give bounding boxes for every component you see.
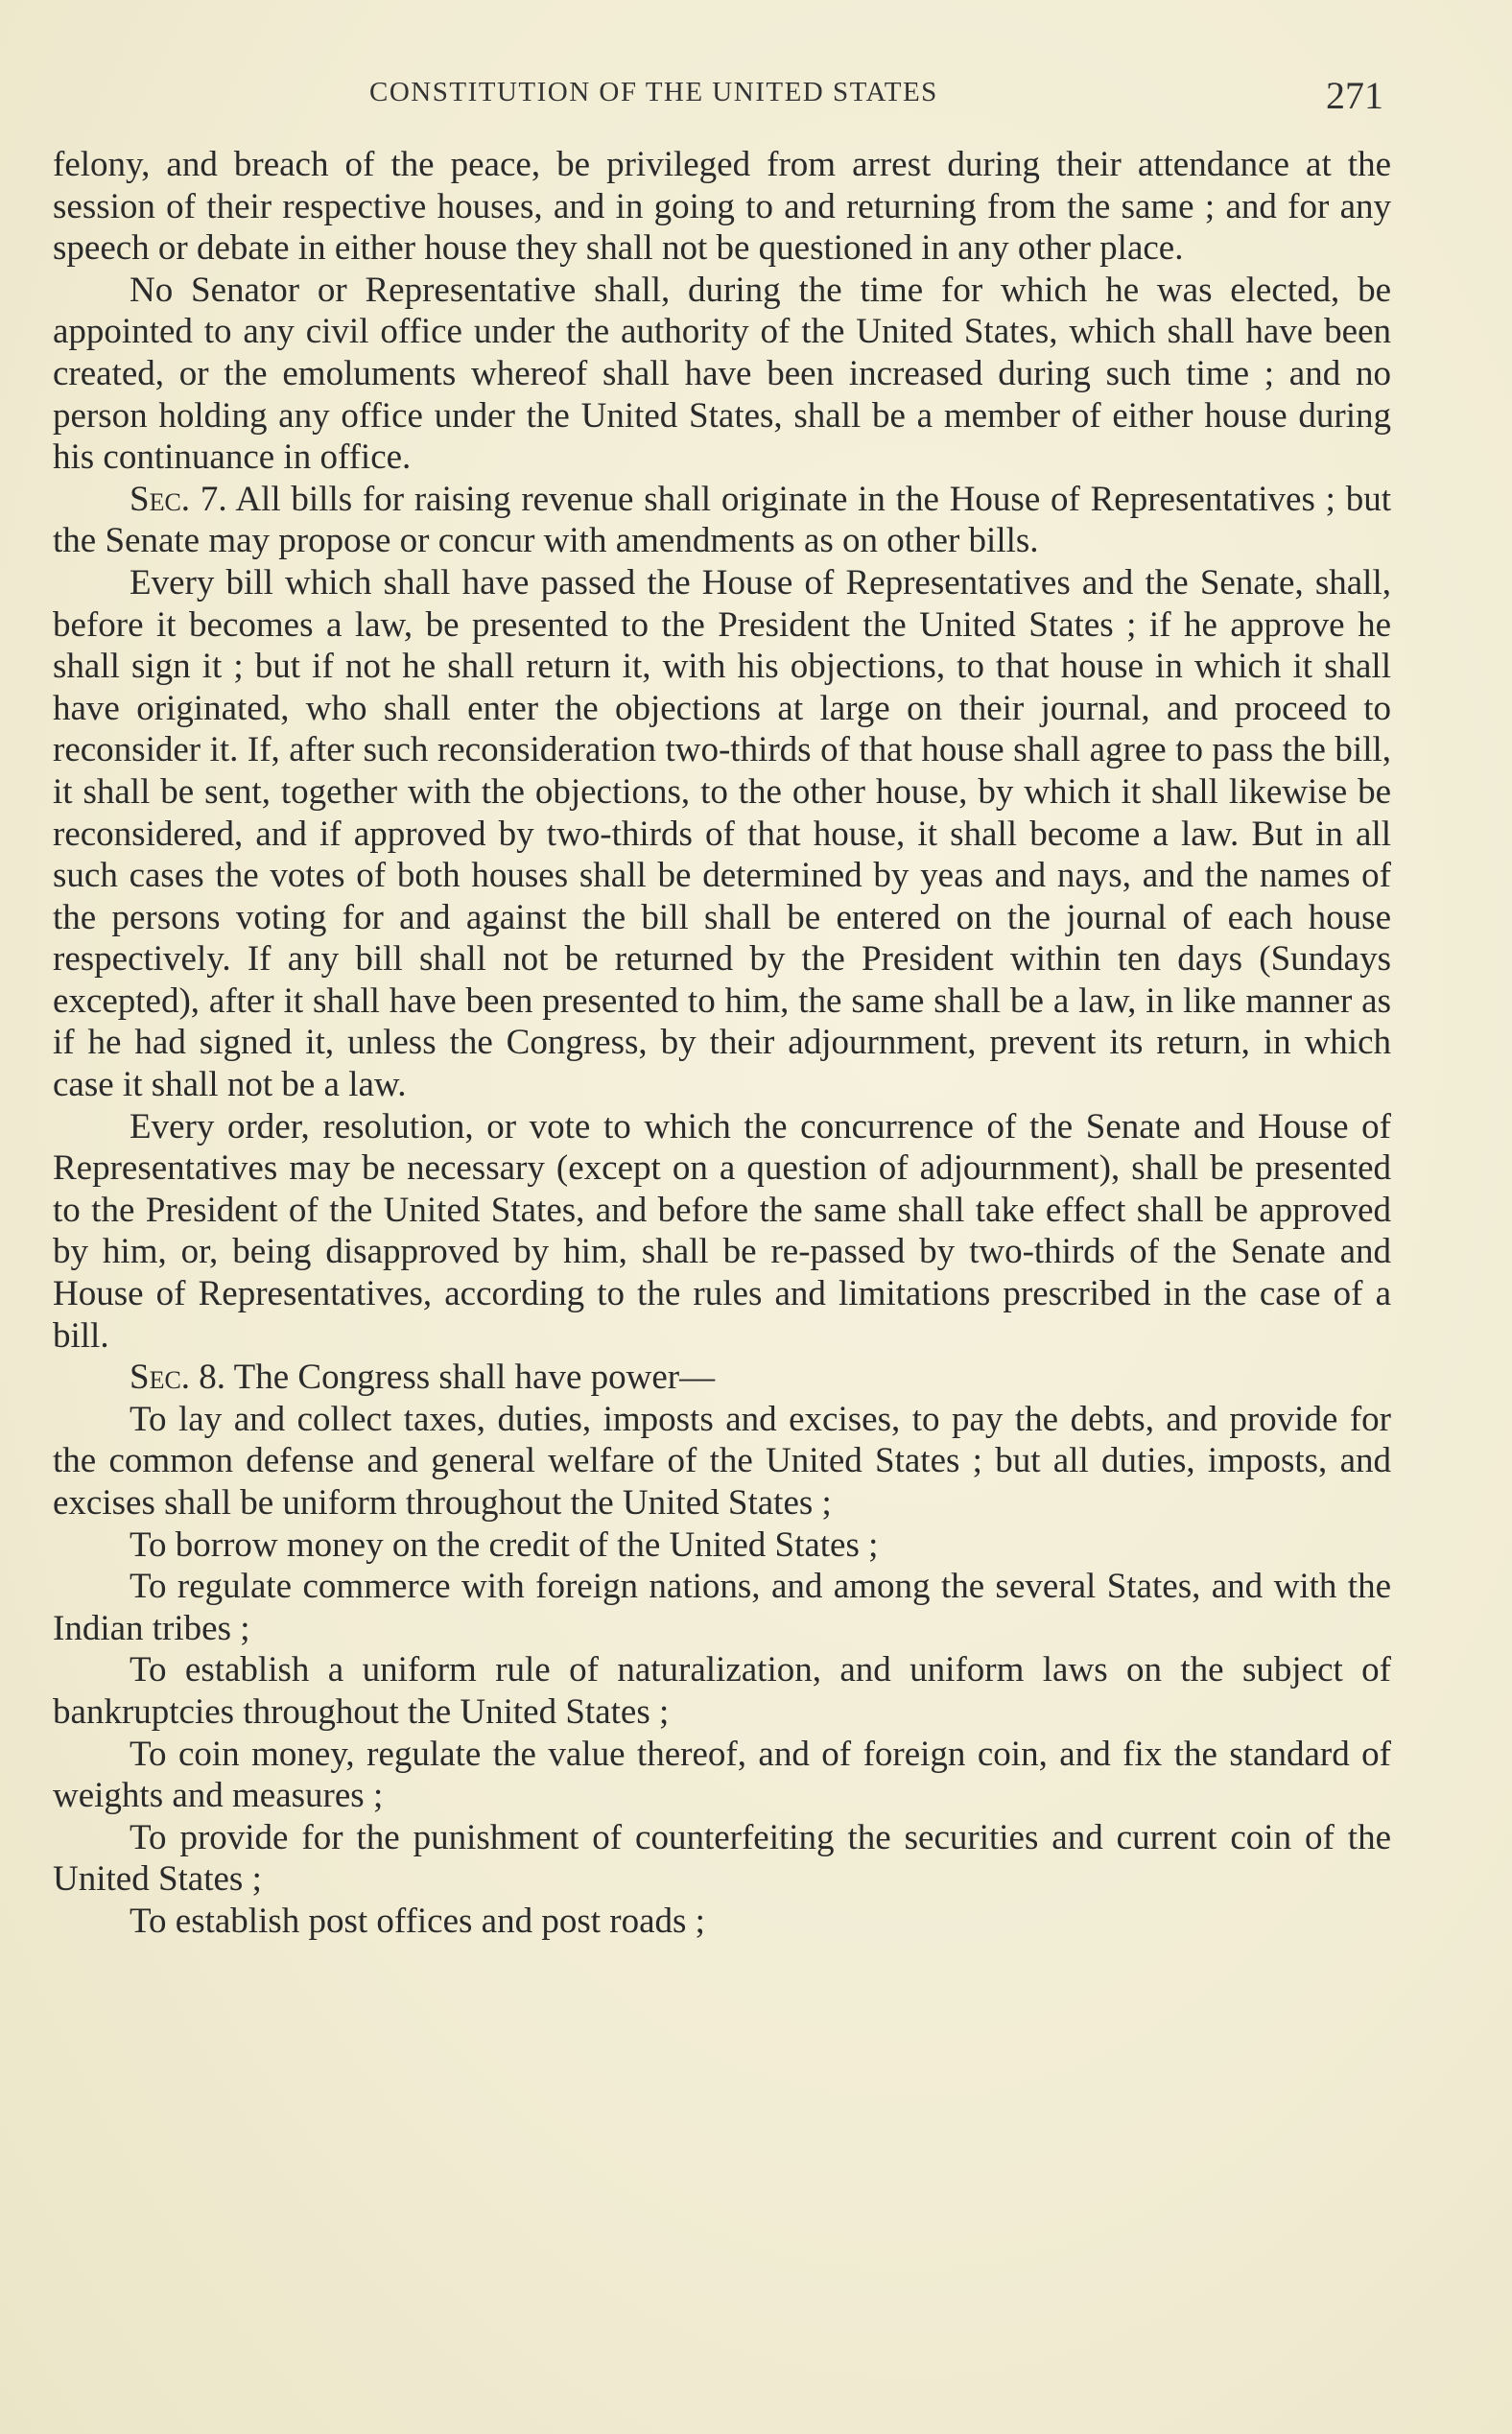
paragraph-text: To regulate commerce with foreign nations, and among the several States, and with the Indian tribes ; — [53, 1567, 1391, 1648]
paragraph — [53, 1901, 1391, 1943]
paragraph — [53, 1357, 1391, 1399]
paragraph — [53, 479, 1391, 562]
paragraph-text: To establish a uniform rule of naturalization, and uniform laws on the subject of bankruptcies throughout the United States ; — [53, 1650, 1391, 1732]
paragraph — [53, 270, 1391, 479]
paragraph — [53, 1106, 1391, 1358]
paragraph — [53, 1566, 1391, 1649]
paragraph-text: To coin money, regulate the value thereof, and of foreign coin, and fix the standard of weights and measures ; — [53, 1734, 1391, 1816]
paragraph — [53, 562, 1391, 1106]
paragraph-text: No Senator or Representative shall, during the time for which he was elected, be appointed to any civil office under the authority of the United States, which shall have been created, or the emoluments whereof shall have been increased during such time ; and no person holding any office under the United States, shall be a member of either house during his continuance in office. — [53, 270, 1391, 478]
paragraph — [53, 144, 1391, 270]
running-title: CONSTITUTION OF THE UNITED STATES — [369, 77, 938, 107]
paragraph-text: felony, and breach of the peace, be privileged from arrest during their attendance at the session of their respective houses, and in going to and returning from the same ; and for any speech or debate in either house they shall not be questioned in any other place. — [53, 145, 1391, 269]
paragraph-text: The Congress shall have power— — [225, 1358, 716, 1398]
paragraph — [53, 1734, 1391, 1817]
section-label: Sec. 7. — [130, 479, 227, 519]
running-head — [53, 67, 1391, 125]
paragraph-text: To lay and collect taxes, duties, imposts and excises, to pay the debts, and provide for the common defense and general welfare of the United States ; but all duties, imposts, and excises shall be uniform throughout the United States ; — [53, 1399, 1391, 1523]
paragraph-text: Every order, resolution, or vote to which the concurrence of the Senate and House of Representatives may be necessary (except on a question of adjournment), shall be presented to the President of the United States, and before the same shall take effect shall be approved by him, or, being disapproved by him, shall be re-passed by two-thirds of the Senate and House of Representatives, according to the rules and limitations prescribed in the case of a bill. — [53, 1106, 1391, 1356]
page-number: 271 — [1326, 74, 1383, 117]
paragraph-text: All bills for raising revenue shall originate in the House of Representatives ; but the Senate may propose or concur with amendments as on other bills. — [53, 479, 1391, 561]
section-label: Sec. 8. — [130, 1358, 226, 1398]
paragraph-text: To establish post offices and post roads ; — [130, 1901, 705, 1941]
book-page — [53, 67, 1391, 1943]
paragraph-text: Every bill which shall have passed the House of Representatives and the Senate, shall, before it becomes a law, be presented to the President the United States ; if he approve he shall sign it ; but if not he shall return it, with his objections, to that house in which it shall have originated, who shall enter the objections at large on their journal, and proceed to reconsider it. If, after such reconsideration two-thirds of that house shall agree to pass the bill, it shall be sent, together with the objections, to the other house, by which it shall likewise be reconsidered, and if approved by two-thirds of that house, it shall become a law. But in all such cases the votes of both houses shall be determined by yeas and nays, and the names of the persons voting for and against the bill shall be entered on the journal of each house respectively. If any bill shall not be returned by the President within ten days (Sundays excepted), after it shall have been presented to him, the same shall be a law, in like manner as if he had signed it, unless the Congress, by their adjournment, prevent its return, in which case it shall not be a law. — [53, 562, 1391, 1105]
paragraph-text: To borrow money on the credit of the United States ; — [130, 1524, 879, 1565]
paragraph — [53, 1649, 1391, 1733]
paragraph-text: To provide for the punishment of counterfeiting the securities and current coin of the United States ; — [53, 1817, 1391, 1900]
paragraph — [53, 1399, 1391, 1524]
body-text — [53, 144, 1391, 1943]
paragraph — [53, 1524, 1391, 1567]
paragraph — [53, 1817, 1391, 1901]
